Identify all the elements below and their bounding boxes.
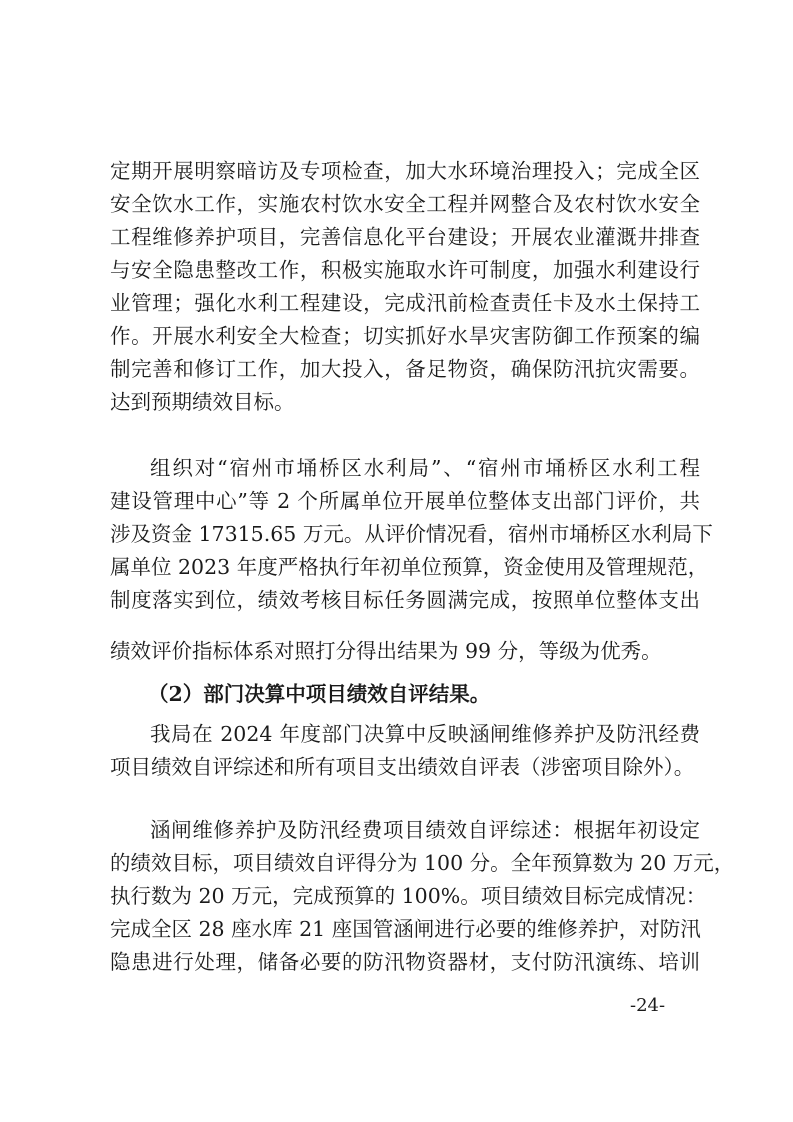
- paragraph-line: 涉及资金 17315.65 万元。从评价情况看，宿州市埇桥区水利局下: [110, 522, 713, 546]
- paragraph-line: 完成全区 28 座水库 21 座国管涵闸进行必要的维修养护，对防汛: [110, 917, 701, 941]
- paragraph-line: 工程维修养护项目，完善信息化平台建设；开展农业灌溉井排查: [110, 225, 700, 249]
- paragraph-line: 定期开展明察暗访及专项检查，加大水环境治理投入；完成全区: [110, 159, 700, 183]
- section-heading: （2）部门决算中项目绩效自评结果。: [148, 682, 491, 706]
- paragraph-line: 与安全隐患整改工作，积极实施取水许可制度，加强水利建设行: [110, 258, 700, 282]
- page-number: -24-: [630, 995, 666, 1016]
- paragraph-line: 达到预期绩效目标。: [110, 390, 295, 414]
- paragraph-line: 制度落实到位，绩效考核目标任务圆满完成，按照单位整体支出: [110, 588, 700, 612]
- paragraph-line: 建设管理中心”等 2 个所属单位开展单位整体支出部门评价，共: [110, 489, 700, 513]
- paragraph-line: 组织对“宿州市埇桥区水利局”、“宿州市埇桥区水利工程: [150, 456, 700, 480]
- paragraph-line: 隐患进行处理，储备必要的防汛物资器材，支付防汛演练、培训: [110, 950, 700, 974]
- paragraph-line: 制完善和修订工作，加大投入，备足物资，确保防汛抗灾需要。: [110, 357, 700, 381]
- paragraph-line: 安全饮水工作，实施农村饮水安全工程并网整合及农村饮水安全: [110, 192, 700, 216]
- paragraph-line: 属单位 2023 年度严格执行年初单位预算，资金使用及管理规范，: [110, 555, 709, 579]
- paragraph-line: 我局在 2024 年度部门决算中反映涵闸维修养护及防汛经费: [150, 722, 700, 746]
- paragraph-line: 作。开展水利安全大检查；切实抓好水旱灾害防御工作预案的编: [110, 324, 700, 348]
- paragraph-line: 执行数为 20 万元，完成预算的 100%。项目绩效目标完成情况：: [110, 884, 707, 908]
- paragraph-line: 的绩效目标，项目绩效自评得分为 100 分。全年预算数为 20 万元，: [110, 851, 735, 875]
- paragraph-line: 涵闸维修养护及防汛经费项目绩效自评综述：根据年初设定: [150, 818, 700, 842]
- paragraph-line: 项目绩效自评综述和所有项目支出绩效自评表（涉密项目除外）。: [110, 755, 695, 779]
- paragraph-line: 业管理；强化水利工程建设，完成汛前检查责任卡及水土保持工: [110, 291, 700, 315]
- paragraph-line: 绩效评价指标体系对照打分得出结果为 99 分，等级为优秀。: [110, 639, 662, 663]
